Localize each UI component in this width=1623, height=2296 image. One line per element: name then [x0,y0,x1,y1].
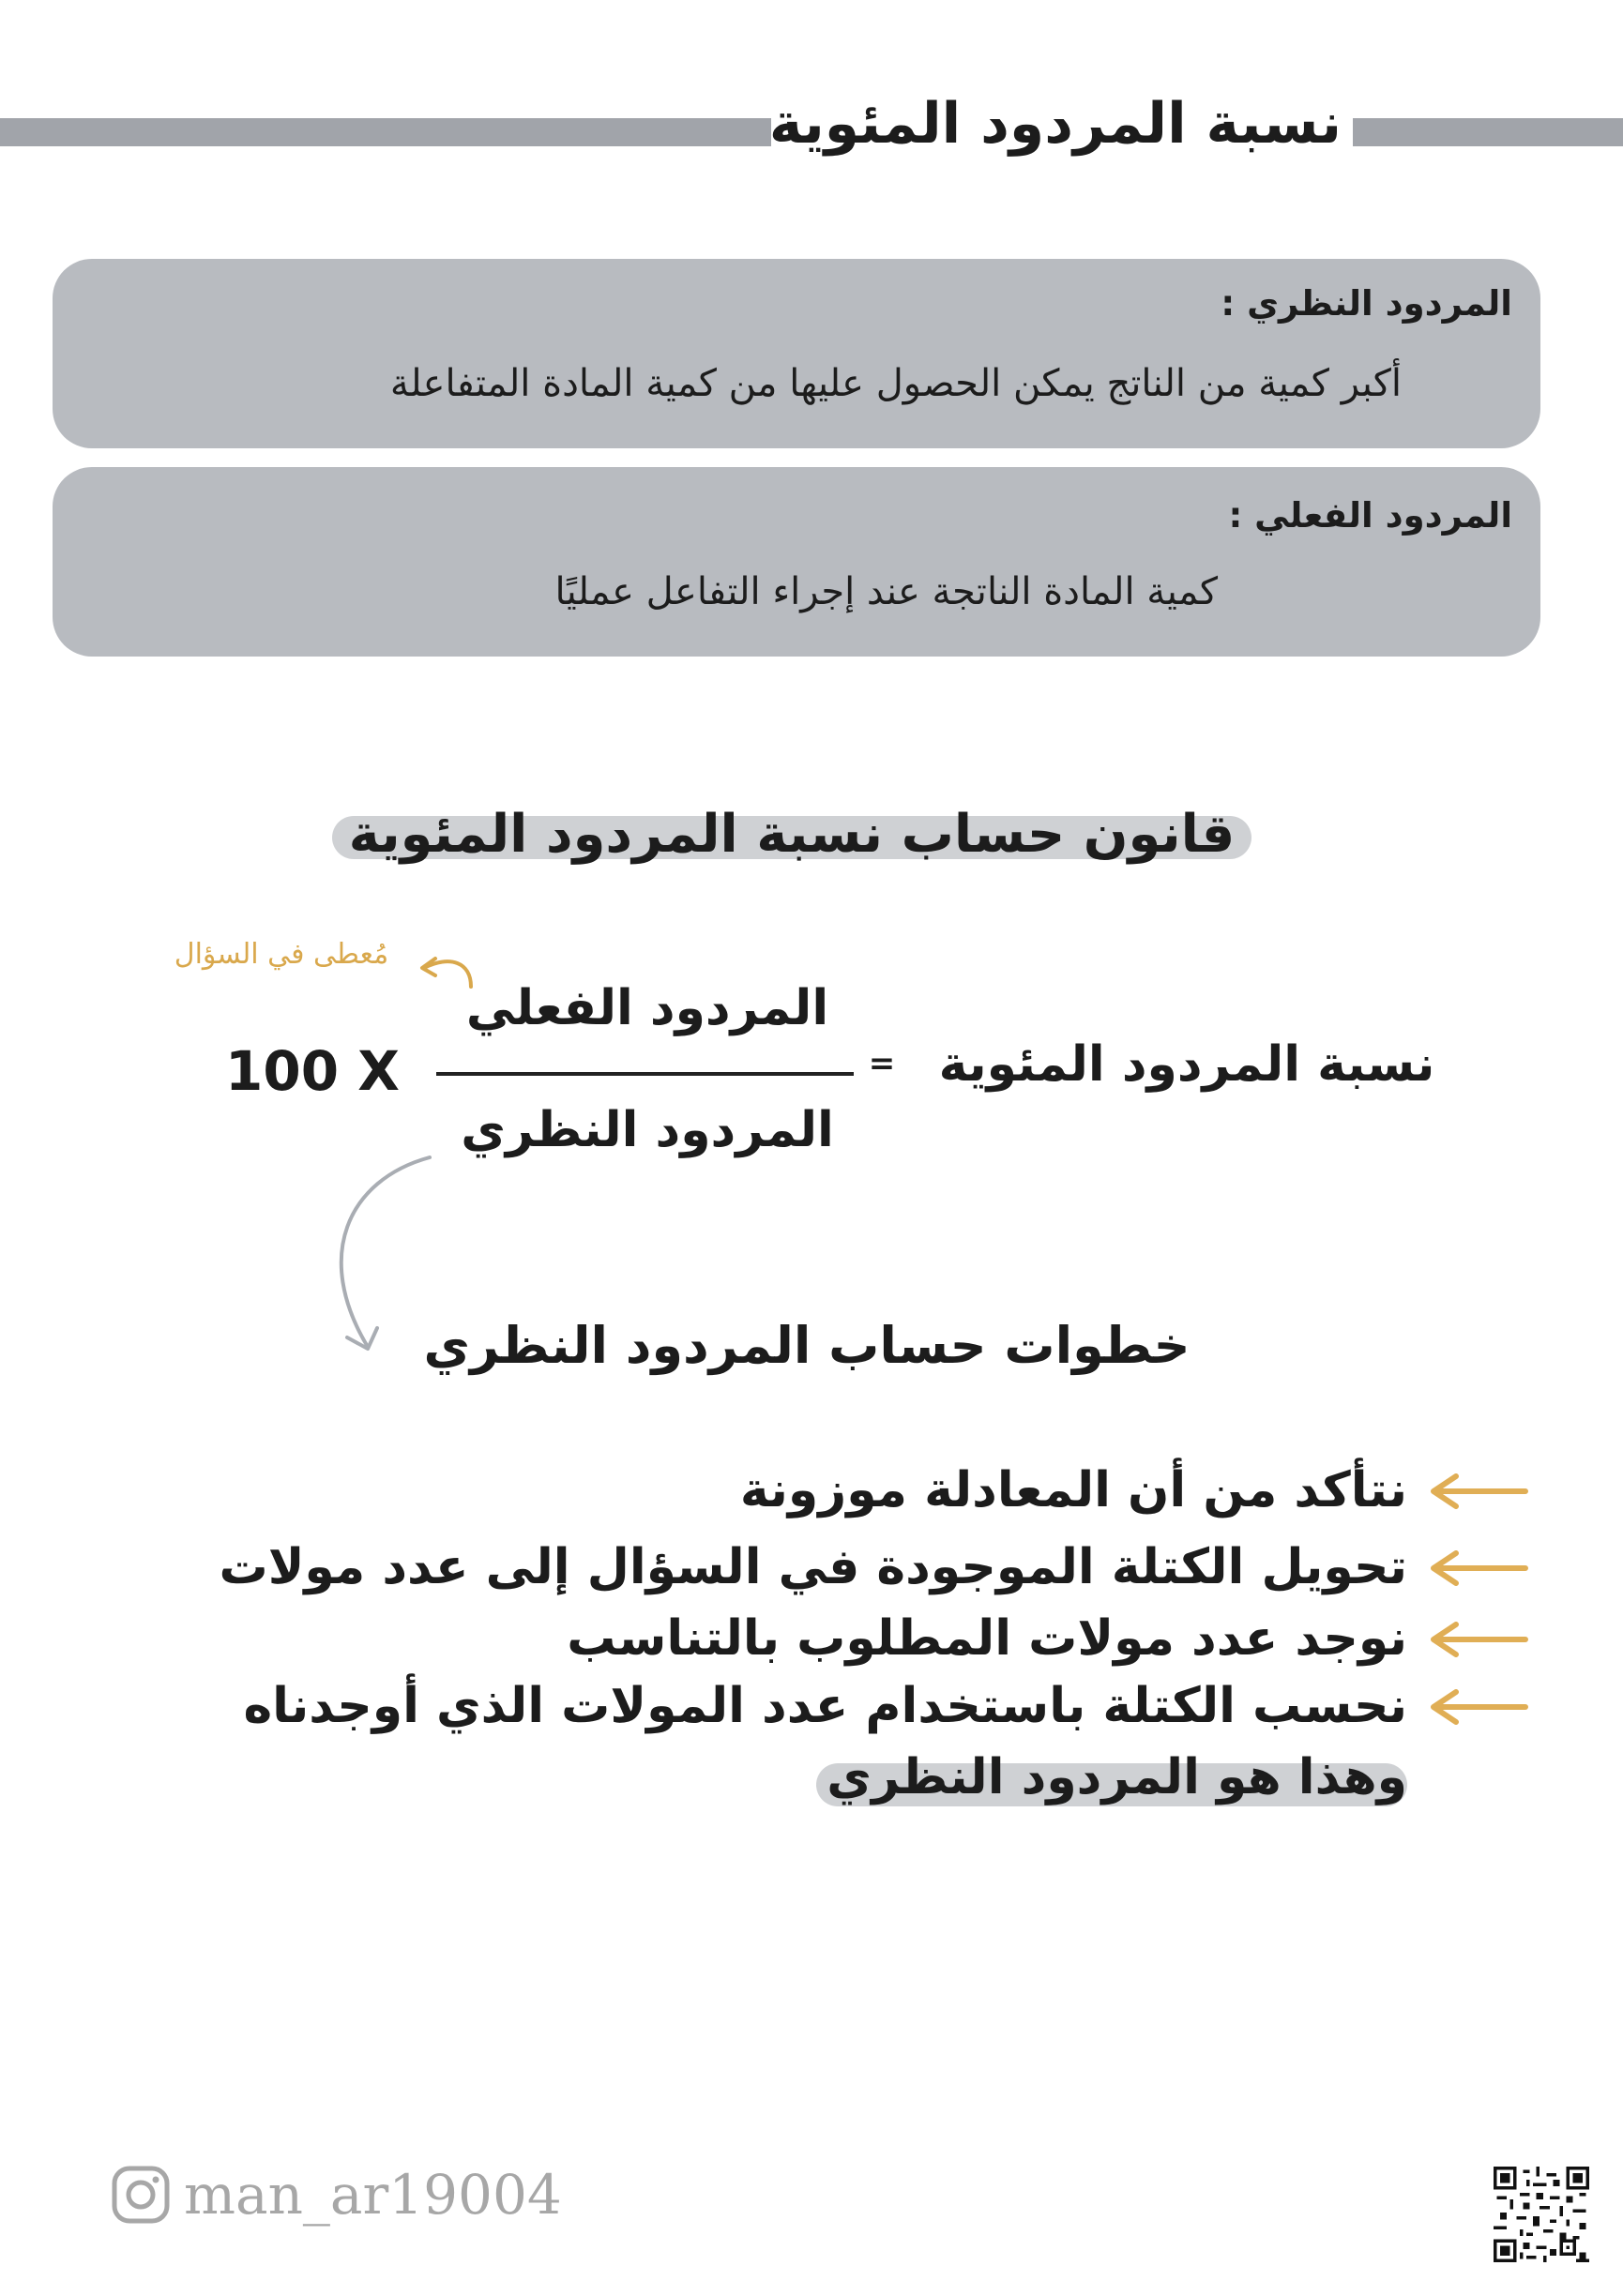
instagram-handle-text: man_ar19004 [184,2163,562,2227]
definition-box-theoretical [53,259,1540,448]
fraction-denominator: المردود النظري [461,1102,834,1158]
definition-text: كمية المادة الناتجة عند إجراء التفاعل عمليًا [554,570,1218,613]
fraction-line [436,1072,854,1076]
page-title: نسبة المردود المئوية [768,91,1342,157]
steps-title: خطوات حساب المردود النظري [423,1316,1191,1375]
instagram-icon [111,2165,171,2225]
step-arrow-icon [1426,1549,1529,1587]
step-arrow-icon [1426,1621,1529,1658]
formula-multiplier: 100 X [225,1039,400,1103]
final-line: وهذا هو المردود النظري [827,1749,1407,1805]
definition-term: المردود النظري : [1221,283,1512,324]
definition-box-actual [53,467,1540,657]
step-arrow-icon [1426,1688,1529,1726]
fraction-numerator: المردود الفعلي [465,980,829,1036]
given-note: مُعطى في السؤال [174,938,389,971]
definition-text: أكبر كمية من الناتج يمكن الحصول عليها من كمية المادة المتفاعلة [389,362,1402,405]
formula-lhs: نسبة المردود المئوية [938,1036,1435,1093]
law-title: قانون حساب نسبة المردود المئوية [348,804,1236,865]
instagram-handle[interactable] [111,2157,562,2232]
qr-code[interactable] [1494,2167,1589,2262]
step-item: نتأكد من أن المعادلة موزونة [739,1462,1407,1518]
definition-term: المردود الفعلي : [1228,495,1512,536]
step-item: نحسب الكتلة باستخدام عدد المولات الذي أوجدناه [243,1678,1407,1734]
step-arrow-icon [1426,1473,1529,1510]
step-item: تحويل الكتلة الموجودة في السؤال إلى عدد مولات [219,1539,1407,1595]
equals-sign: = [868,1045,896,1082]
step-item: نوجد عدد مولات المطلوب بالتناسب [567,1610,1407,1667]
header-bar-left [0,118,771,146]
header-bar-right [1353,118,1623,146]
